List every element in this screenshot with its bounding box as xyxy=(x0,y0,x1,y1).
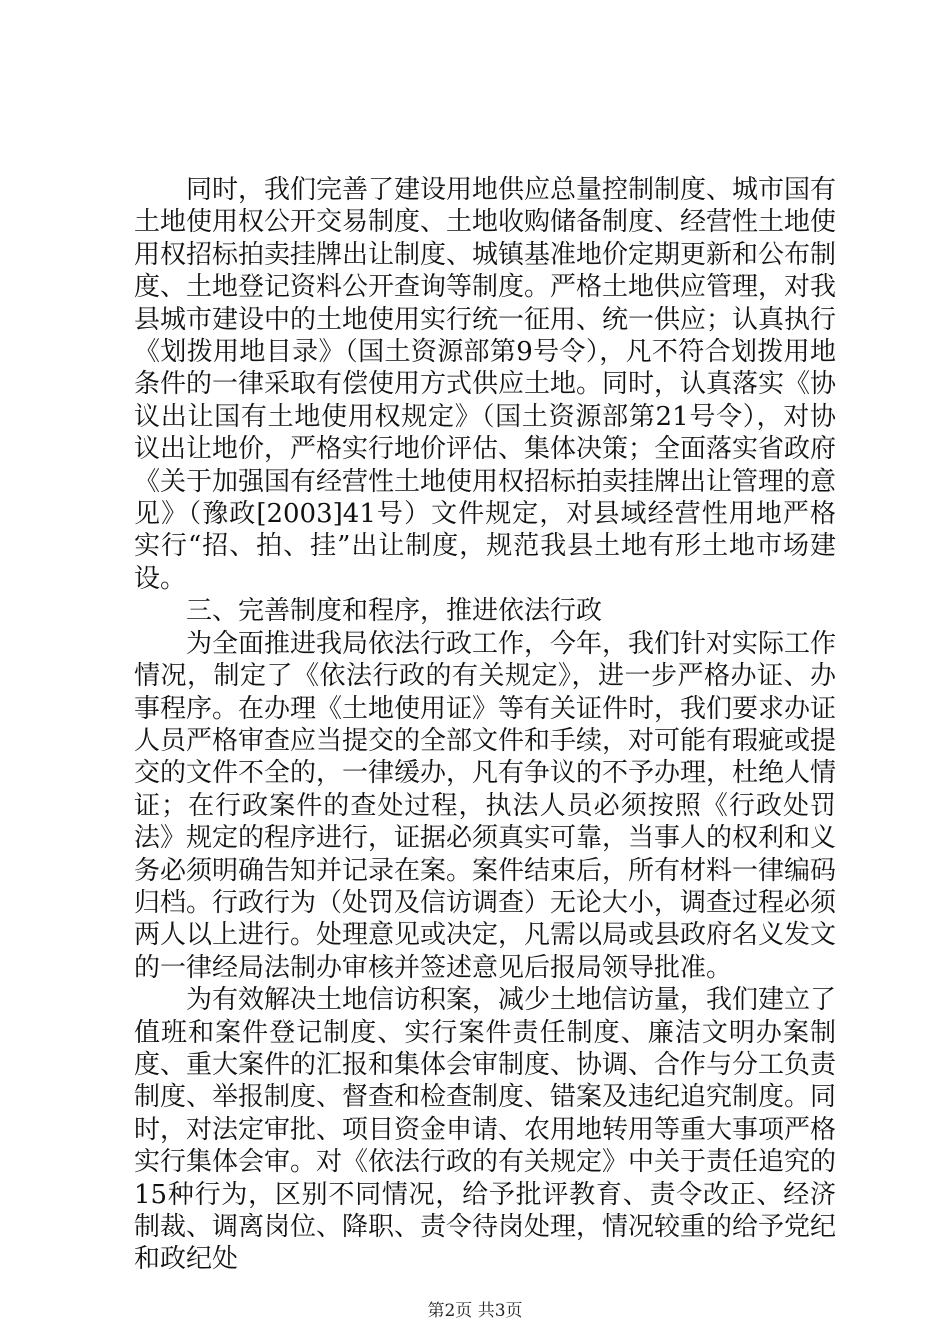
paragraph-land-supply: 同时，我们完善了建设用地供应总量控制制度、城市国有土地使用权公开交易制度、土地收购储备制度、经营性土地使用权招标拍卖挂牌出让制度、城镇基准地价定期更新和公布制度、土地登记资料公开查询等制度。严格土地供应管理，对我县城市建设中的土地使用实行统一征用、统一供应；认真执行《划拨用地目录》（国土资源部第9号令），凡不符合划拨用地条件的一律采取有偿使用方式供应土地。同时，认真落实《协议出让国有土地使用权规定》（国土资源部第21号令），对协议出让地价，严格实行地价评估、集体决策；全面落实省政府《关于加强国有经营性土地使用权招标拍卖挂牌出让管理的意见》（豫政[2003]41号）文件规定，对县域经营性用地严格实行“招、拍、挂”出让制度，规范我县土地有形土地市场建设。 xyxy=(134,175,837,594)
paragraph-administration: 为全面推进我局依法行政工作，今年，我们针对实际工作情况，制定了《依法行政的有关规定》，进一步严格办证、办事程序。在办理《土地使用证》等有关证件时，我们要求办证人员严格审查应当提交的全部文件和手续，对可能有瑕疵或提交的文件不全的，一律缓办，凡有争议的不予办理，杜绝人情证；在行政案件的查处过程，执法人员必须按照《行政处罚法》规定的程序进行，证据必须真实可靠，当事人的权利和义务必须明确告知并记录在案。案件结束后，所有材料一律编码归档。行政行为（处罚及信访调查）无论大小，调查过程必须两人以上进行。处理意见或决定，凡需以局或县政府名义发文的一律经局法制办审核并签述意见后报局领导批准。 xyxy=(134,628,837,983)
page-number-footer: 第2页 共3页 xyxy=(427,1301,523,1321)
document-body xyxy=(134,174,836,1276)
paragraph-petition: 为有效解决土地信访积案，减少土地信访量，我们建立了值班和案件登记制度、实行案件责任制度、廉洁文明办案制度、重大案件的汇报和集体会审制度、协调、合作与分工负责制度、举报制度、督查和检查制度、错案及违纪追究制度。同时，对法定审批、项目资金申请、农用地转用等重大事项严格实行集体会审。对《依法行政的有关规定》中关于责任追究的15种行为，区别不同情况，给予批评教育、责令改正、经济制裁、调离岗位、降职、责令待岗处理，情况较重的给予党纪和政纪处 xyxy=(134,985,837,1275)
section-heading: 三、完善制度和程序，推进依法行政 xyxy=(186,596,603,627)
